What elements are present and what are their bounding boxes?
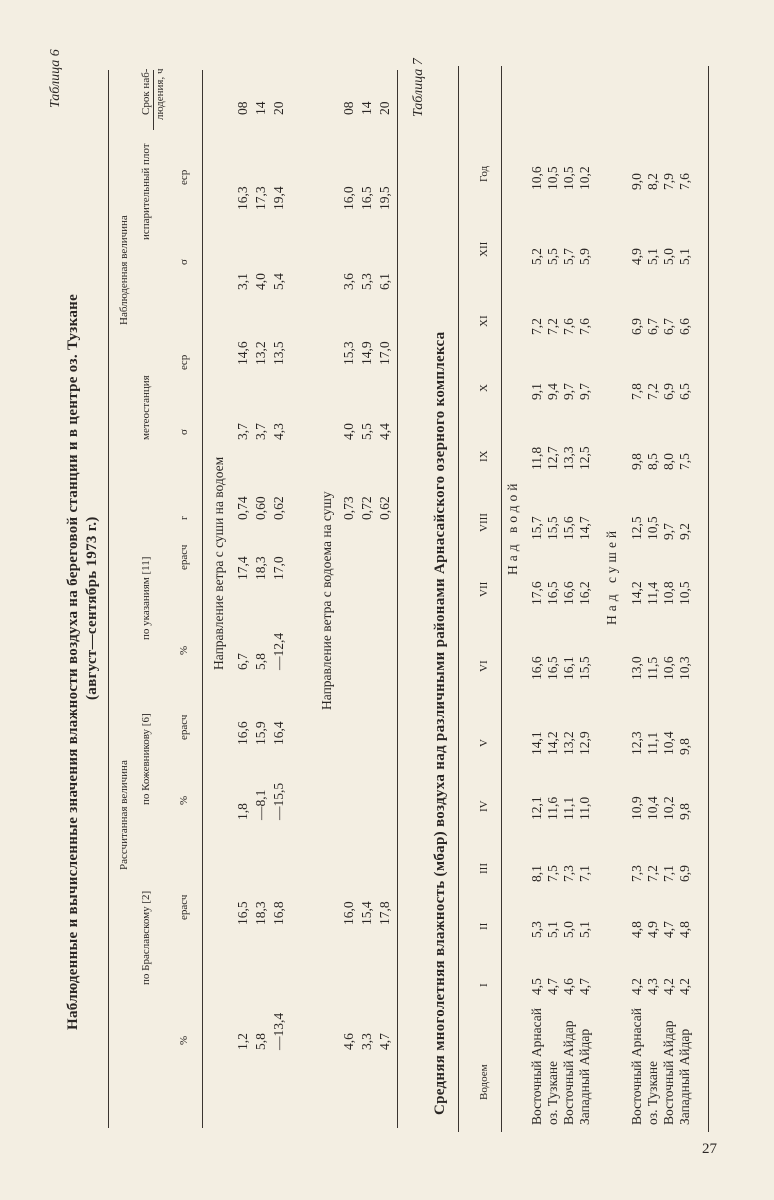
t7-row2-cell: 9,2 bbox=[677, 523, 692, 540]
t6-col-sigma: σ bbox=[178, 259, 190, 265]
t6-row1-cell: 14 bbox=[253, 101, 268, 115]
t7-header-cell: X bbox=[478, 384, 490, 392]
t6-row2-cell: 0,62 bbox=[377, 496, 392, 520]
t7-header-cell: V bbox=[478, 739, 490, 747]
t7-row1-cell: 4,7 bbox=[577, 978, 592, 995]
t6-row1-cell: 5,4 bbox=[271, 273, 286, 290]
t7-row2-cell: 7,6 bbox=[677, 173, 692, 190]
t7-row1-cell: 5,0 bbox=[561, 921, 576, 938]
t7-row2-cell: 9,0 bbox=[629, 173, 644, 190]
t6-row2-cell: 19,5 bbox=[377, 186, 392, 210]
t7-row1-cell: 12,7 bbox=[545, 446, 560, 470]
t7-row1-cell: 4,5 bbox=[529, 978, 544, 995]
table6-subtitle: (август—сентябрь 1973 г.) bbox=[84, 516, 100, 700]
t7-row2-cell: 6,7 bbox=[661, 318, 676, 335]
t7-row1-cell: 7,6 bbox=[561, 318, 576, 335]
t7-row1-cell: 10,5 bbox=[561, 166, 576, 190]
t7-row2-cell: 5,1 bbox=[645, 248, 660, 265]
t7-header-cell: II bbox=[478, 922, 490, 930]
t7-top-rule bbox=[458, 66, 459, 1132]
t7-row1-cell: 9,7 bbox=[577, 383, 592, 400]
t6-col-pct2: % bbox=[178, 795, 190, 805]
t7-row2-cell: 4,7 bbox=[661, 921, 676, 938]
t7-row2-cell: 7,2 bbox=[645, 383, 660, 400]
t7-row1-cell: 16,1 bbox=[561, 656, 576, 680]
t7-row1-cell: 16,5 bbox=[545, 581, 560, 605]
t6-row1-cell: 6,7 bbox=[235, 653, 250, 670]
t6-top-rule bbox=[108, 70, 109, 1128]
t6-row1-cell: 16,5 bbox=[235, 901, 250, 925]
t7-row1-cell: 7,3 bbox=[561, 865, 576, 882]
t6-row1-cell: 14,6 bbox=[235, 341, 250, 365]
t7-row2-cell: 10,4 bbox=[661, 731, 676, 755]
t7-header-cell: Год bbox=[478, 165, 490, 182]
t7-row1-cell: 10,2 bbox=[577, 166, 592, 190]
t7-row1-cell: 4,7 bbox=[545, 978, 560, 995]
t6-row2-cell: 4,0 bbox=[341, 423, 356, 440]
t6-row2-cell: 0,73 bbox=[341, 496, 356, 520]
t6-col-pct3: % bbox=[178, 1035, 190, 1045]
t7-row1-cell: 11,8 bbox=[529, 446, 544, 470]
table6-caption: Таблица 6 bbox=[48, 49, 63, 108]
t6-row1-cell: 0,60 bbox=[253, 496, 268, 520]
t6-col-pct1: % bbox=[178, 645, 190, 655]
t6-row2-cell: 4,4 bbox=[377, 423, 392, 440]
t7-row2-cell: 4,2 bbox=[629, 978, 644, 995]
t7-row2-cell: 13,0 bbox=[629, 656, 644, 680]
t6-row1-cell: 15,9 bbox=[253, 721, 268, 745]
t6-col-erasch2: eрасч bbox=[178, 714, 190, 740]
t7-row2-cell: 8,5 bbox=[645, 453, 660, 470]
t6-srok-header: Срок наб- bbox=[140, 68, 152, 115]
t6-row1-cell: 16,4 bbox=[271, 721, 286, 745]
t6-row2-cell: 5,5 bbox=[359, 423, 374, 440]
t7-row1-cell: 7,2 bbox=[545, 318, 560, 335]
t7-row2-cell: 4,9 bbox=[645, 921, 660, 938]
t6-row2-cell: 5,3 bbox=[359, 273, 374, 290]
t7-row2-cell: 11,1 bbox=[645, 731, 660, 755]
t7-row1-cell: 5,7 bbox=[561, 248, 576, 265]
t7-row2-cell: 6,6 bbox=[677, 318, 692, 335]
t7-row1-cell: 7,1 bbox=[577, 865, 592, 882]
t7-row1-cell: 15,5 bbox=[545, 516, 560, 540]
t7-row1-cell: 14,7 bbox=[577, 516, 592, 540]
t7-header-cell: III bbox=[478, 863, 490, 874]
t6-row1-cell: 0,74 bbox=[235, 496, 250, 520]
t6-row2-cell: 17,0 bbox=[377, 341, 392, 365]
t7-row2-cell: 7,2 bbox=[645, 865, 660, 882]
t7-row2-cell: Западный Айдар bbox=[677, 1028, 692, 1125]
t7-row1-cell: 5,9 bbox=[577, 248, 592, 265]
t7-row2-cell: 6,9 bbox=[661, 383, 676, 400]
t6-row1-cell: 13,2 bbox=[253, 341, 268, 365]
t6-row1-cell: 13,5 bbox=[271, 341, 286, 365]
t7-row2-cell: 5,1 bbox=[677, 248, 692, 265]
t7-row2-cell: 7,3 bbox=[629, 865, 644, 882]
t6-row2-cell: 20 bbox=[377, 101, 392, 115]
t6-col-esr: eср bbox=[178, 169, 190, 185]
t7-row1-cell: 15,7 bbox=[529, 516, 544, 540]
t7-row2-cell: 11,4 bbox=[645, 581, 660, 605]
t7-row2-cell: 10,3 bbox=[677, 656, 692, 680]
t7-row2-cell: 6,5 bbox=[677, 383, 692, 400]
t7-row1-cell: 9,4 bbox=[545, 383, 560, 400]
t7-header-cell: IV bbox=[478, 800, 490, 812]
t7-row1-cell: 5,2 bbox=[529, 248, 544, 265]
table7-title: Средняя многолетняя влажность (мбар) воздуха над различными районами Арнасайского озерного комплекса bbox=[432, 331, 448, 1115]
t6-plot-header: испарительный плот bbox=[140, 143, 152, 240]
t7-row2-cell: 7,8 bbox=[629, 383, 644, 400]
t7-row2-cell: 9,8 bbox=[677, 738, 692, 755]
t7-row1-cell: 11,0 bbox=[577, 796, 592, 820]
t6-row2-cell: 15,4 bbox=[359, 901, 374, 925]
t7-row1-cell: 5,5 bbox=[545, 248, 560, 265]
t6-brasl-header: по Браславскому [2] bbox=[140, 890, 152, 985]
t7-row1-cell: 10,5 bbox=[545, 166, 560, 190]
t6-row2-cell: 4,7 bbox=[377, 1033, 392, 1050]
t7-row2-cell: 10,9 bbox=[629, 796, 644, 820]
t7-row1-cell: 7,2 bbox=[529, 318, 544, 335]
t6-row1-cell: 17,3 bbox=[253, 186, 268, 210]
t6-row2-cell: 08 bbox=[341, 101, 356, 115]
t6-row1-cell: 18,3 bbox=[253, 556, 268, 580]
t7-row2-cell: 12,3 bbox=[629, 731, 644, 755]
t6-row2-cell: 6,1 bbox=[377, 273, 392, 290]
t7-row2-cell: Восточный Арнасай bbox=[629, 1008, 644, 1125]
t7-row2-cell: оз. Тузкане bbox=[645, 1060, 660, 1125]
t7-row1-cell: 16,2 bbox=[577, 581, 592, 605]
t6-row1-cell: 4,3 bbox=[271, 423, 286, 440]
t7-row1-cell: 10,6 bbox=[529, 166, 544, 190]
t7-row1-cell: 14,1 bbox=[529, 731, 544, 755]
t7-row2-cell: 6,9 bbox=[677, 865, 692, 882]
table6-title: Наблюденные и вычисленные значения влажности воздуха на береговой станции и в центре оз. Тузкане bbox=[65, 293, 81, 1030]
t6-row1-cell: 16,8 bbox=[271, 901, 286, 925]
t6-row2-cell: 15,3 bbox=[341, 341, 356, 365]
t6-row1-cell: 17,0 bbox=[271, 556, 286, 580]
t6-row1-cell: 18,3 bbox=[253, 901, 268, 925]
t7-row2-cell: 7,5 bbox=[677, 453, 692, 470]
t7-row2-cell: 4,9 bbox=[629, 248, 644, 265]
t7-row1-cell: 5,1 bbox=[577, 921, 592, 938]
t6-row1-cell: 19,4 bbox=[271, 186, 286, 210]
t7-head-rule bbox=[501, 66, 502, 1132]
t6-row1-cell: 3,7 bbox=[235, 423, 250, 440]
t6-bottom-rule bbox=[397, 70, 398, 1128]
t7-row1-cell: 12,1 bbox=[529, 796, 544, 820]
t7-row2-cell: 7,1 bbox=[661, 865, 676, 882]
t6-row1-cell: 20 bbox=[271, 101, 286, 115]
t7-row1-cell: 9,1 bbox=[529, 383, 544, 400]
t7-bottom-rule bbox=[708, 66, 709, 1132]
t6-row1-cell: 17,4 bbox=[235, 556, 250, 580]
t7-row1-cell: 8,1 bbox=[529, 865, 544, 882]
t7-row1-cell: 12,5 bbox=[577, 446, 592, 470]
t6-row1-cell: 08 bbox=[235, 101, 250, 115]
t6-row1-cell: —15,5 bbox=[271, 782, 286, 820]
t7-row2-cell: 10,4 bbox=[645, 796, 660, 820]
t7-row1-cell: 5,3 bbox=[529, 921, 544, 938]
t7-header-cell: I bbox=[478, 983, 490, 987]
t7-row1-cell: 11,6 bbox=[545, 796, 560, 820]
table7-caption: Таблица 7 bbox=[411, 58, 426, 117]
t6-row2-cell: 4,6 bbox=[341, 1033, 356, 1050]
t6-row1-cell: —13,4 bbox=[271, 1012, 286, 1050]
t6-col-sigma2: σ bbox=[178, 429, 190, 435]
t7-row2-cell: 10,5 bbox=[645, 516, 660, 540]
t7-header-cell: IX bbox=[478, 450, 490, 462]
t7-row1-cell: 4,6 bbox=[561, 978, 576, 995]
t6-row2-cell: 16,0 bbox=[341, 186, 356, 210]
t6-head-rule bbox=[202, 70, 203, 1128]
t7-row1-cell: оз. Тузкане bbox=[545, 1060, 560, 1125]
t6-row2-cell: 3,6 bbox=[341, 273, 356, 290]
t7-row2-cell: 9,8 bbox=[629, 453, 644, 470]
t7-row1-cell: Восточный Арнасай bbox=[529, 1008, 544, 1125]
t6-row1-cell: —8,1 bbox=[253, 789, 268, 820]
t6-row1-cell: 1,2 bbox=[235, 1033, 250, 1050]
t7-row1-cell: 13,2 bbox=[561, 731, 576, 755]
t7-row2-cell: 10,8 bbox=[661, 581, 676, 605]
t6-row1-cell: 3,1 bbox=[235, 273, 250, 290]
t6-meteo-header: метеостанция bbox=[140, 375, 152, 440]
t7-row2-cell: 4,8 bbox=[677, 921, 692, 938]
t7-section2: Над сушей bbox=[604, 526, 619, 625]
t7-row1-cell: 13,3 bbox=[561, 446, 576, 470]
t6-row2-cell: 16,0 bbox=[341, 901, 356, 925]
t7-row1-cell: Западный Айдар bbox=[577, 1028, 592, 1125]
t7-row1-cell: 7,5 bbox=[545, 865, 560, 882]
t6-ukaz-header: по указаниям [11] bbox=[140, 556, 152, 640]
t6-row1-cell: 4,0 bbox=[253, 273, 268, 290]
t7-header-cell: VII bbox=[478, 581, 490, 597]
t7-row2-cell: 5,0 bbox=[661, 248, 676, 265]
t6-row1-cell: 1,8 bbox=[235, 803, 250, 820]
t7-row2-cell: 8,0 bbox=[661, 453, 676, 470]
t7-row1-cell: 16,6 bbox=[561, 581, 576, 605]
page-number: 27 bbox=[702, 1141, 717, 1157]
t7-header-cell: VIII bbox=[478, 513, 490, 532]
t7-row1-cell: 14,2 bbox=[545, 731, 560, 755]
t6-row1-cell: 5,8 bbox=[253, 653, 268, 670]
t7-row1-cell: Восточный Айдар bbox=[561, 1020, 576, 1125]
t7-header-cell: XI bbox=[478, 315, 490, 327]
t7-row2-cell: 9,8 bbox=[677, 803, 692, 820]
t7-row2-cell: 4,2 bbox=[677, 978, 692, 995]
t6-col-r: r bbox=[178, 516, 190, 520]
t6-row2-cell: 14,9 bbox=[359, 341, 374, 365]
t7-row2-cell: 10,6 bbox=[661, 656, 676, 680]
t6-row1-cell: 5,8 bbox=[253, 1033, 268, 1050]
t7-row1-cell: 15,5 bbox=[577, 656, 592, 680]
t6-row2-cell: 14 bbox=[359, 101, 374, 115]
t7-row1-cell: 16,6 bbox=[529, 656, 544, 680]
t7-row2-cell: 10,5 bbox=[677, 581, 692, 605]
t6-row2-cell: 16,5 bbox=[359, 186, 374, 210]
t7-row2-cell: 4,3 bbox=[645, 978, 660, 995]
t6-row1-cell: —12,4 bbox=[271, 632, 286, 670]
t6-row2-cell: 17,8 bbox=[377, 901, 392, 925]
t7-row2-cell: 14,2 bbox=[629, 581, 644, 605]
t6-row1-cell: 3,7 bbox=[253, 423, 268, 440]
t7-row1-cell: 9,7 bbox=[561, 383, 576, 400]
t7-row1-cell: 5,1 bbox=[545, 921, 560, 938]
t7-header-cell: Водоем bbox=[478, 1064, 490, 1100]
t7-row1-cell: 17,6 bbox=[529, 581, 544, 605]
t7-row2-cell: 10,2 bbox=[661, 796, 676, 820]
t7-row1-cell: 12,9 bbox=[577, 731, 592, 755]
t6-row1-cell: 16,6 bbox=[235, 721, 250, 745]
t6-row1-cell: 0,62 bbox=[271, 496, 286, 520]
t6-row2-cell: 0,72 bbox=[359, 496, 374, 520]
t7-row2-cell: 7,9 bbox=[661, 173, 676, 190]
t7-section1: Над водой bbox=[505, 479, 520, 575]
t7-row2-cell: 12,5 bbox=[629, 516, 644, 540]
t6-row2-cell: 3,3 bbox=[359, 1033, 374, 1050]
t7-row2-cell: Восточный Айдар bbox=[661, 1020, 676, 1125]
t7-header-cell: XII bbox=[478, 241, 490, 257]
t7-row2-cell: 6,9 bbox=[629, 318, 644, 335]
t6-observed-header: Наблюденная величина bbox=[118, 215, 130, 325]
t7-row2-cell: 6,7 bbox=[645, 318, 660, 335]
t7-row2-cell: 4,8 bbox=[629, 921, 644, 938]
t6-section1: Направление ветра с суши на водоем bbox=[211, 456, 226, 670]
t6-col-esr2: eср bbox=[178, 354, 190, 370]
t6-kozh-header: по Кожевникову [6] bbox=[140, 713, 152, 805]
t6-section2: Направление ветра с водоема на сушу bbox=[319, 491, 334, 710]
t6-col-erasch3: eрасч bbox=[178, 894, 190, 920]
t7-row1-cell: 16,5 bbox=[545, 656, 560, 680]
t6-col-erasch1: eрасч bbox=[178, 544, 190, 570]
t6-row1-cell: 16,3 bbox=[235, 186, 250, 210]
t7-row1-cell: 7,6 bbox=[577, 318, 592, 335]
t7-row2-cell: 8,2 bbox=[645, 173, 660, 190]
t7-row2-cell: 9,7 bbox=[661, 523, 676, 540]
t7-header-cell: VI bbox=[478, 660, 490, 672]
t6-calculated-header: Рассчитанная величина bbox=[118, 760, 130, 870]
t7-row2-cell: 4,2 bbox=[661, 978, 676, 995]
t7-row2-cell: 11,5 bbox=[645, 656, 660, 680]
t7-row1-cell: 15,6 bbox=[561, 516, 576, 540]
t7-row1-cell: 11,1 bbox=[561, 796, 576, 820]
t6-srok-header2: людения, ч bbox=[154, 68, 166, 120]
